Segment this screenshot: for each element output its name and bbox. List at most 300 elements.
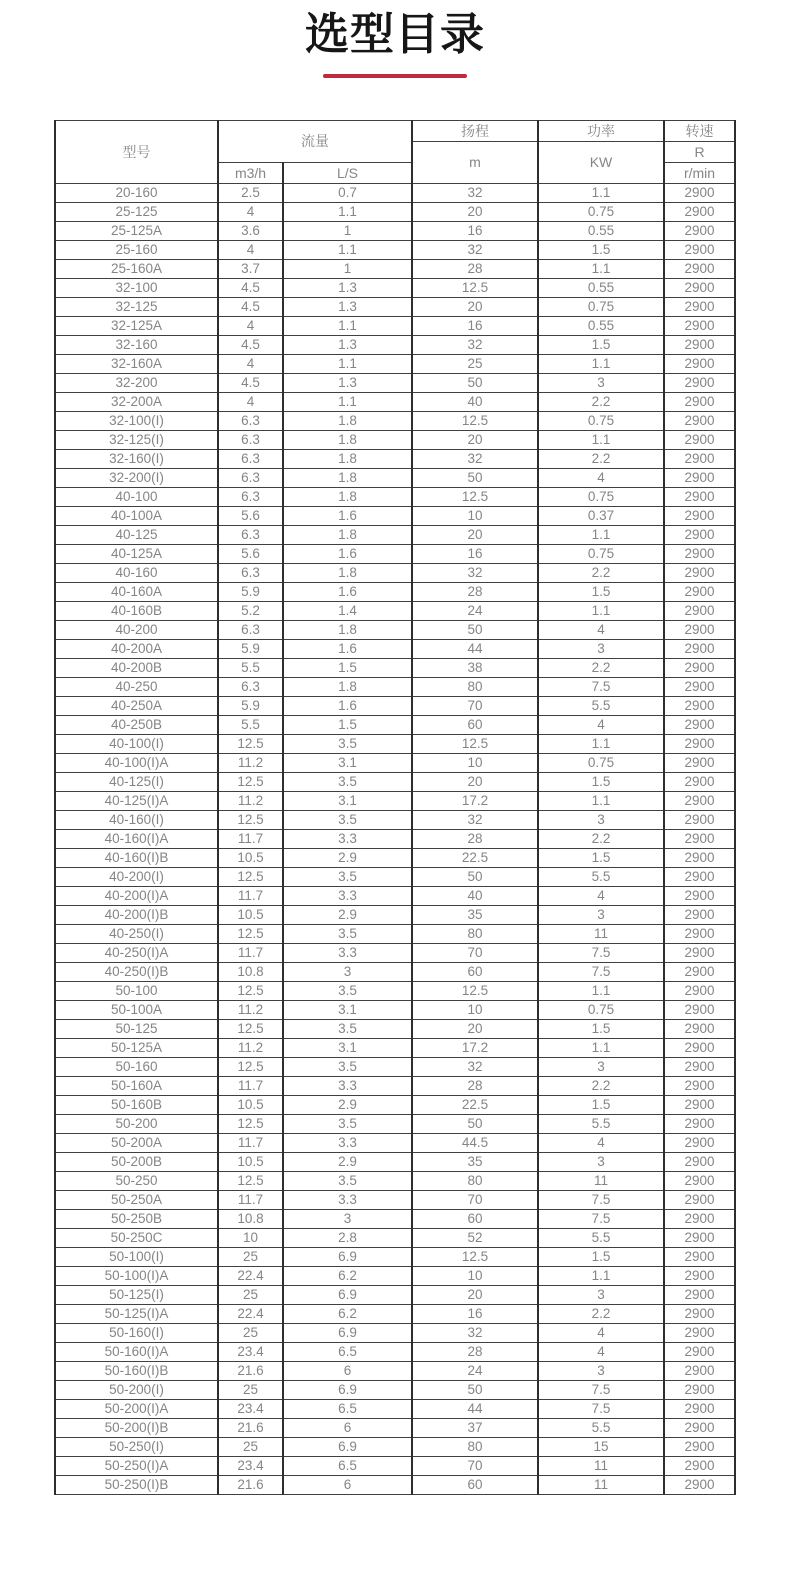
cell-speed-rpm: 2900	[664, 658, 735, 677]
cell-power-kw: 1.5	[538, 240, 664, 259]
cell-model: 25-160	[55, 240, 218, 259]
cell-head-m: 28	[412, 259, 538, 278]
table-row	[55, 734, 735, 753]
title-underline	[323, 74, 467, 78]
cell-model: 50-160	[55, 1057, 218, 1076]
cell-model: 40-160A	[55, 582, 218, 601]
cell-power-kw: 1.5	[538, 582, 664, 601]
cell-flow-ls: 3.1	[283, 753, 412, 772]
cell-head-m: 50	[412, 867, 538, 886]
catalog-page	[0, 10, 790, 1495]
cell-flow-m3h: 12.5	[218, 1057, 283, 1076]
cell-speed-rpm: 2900	[664, 240, 735, 259]
cell-flow-m3h: 4	[218, 202, 283, 221]
table-row	[55, 1228, 735, 1247]
cell-flow-ls: 1.8	[283, 525, 412, 544]
table-row	[55, 1247, 735, 1266]
cell-speed-rpm: 2900	[664, 639, 735, 658]
cell-head-m: 12.5	[412, 1247, 538, 1266]
table-row	[55, 335, 735, 354]
table-row	[55, 1171, 735, 1190]
cell-model: 50-200(I)A	[55, 1399, 218, 1418]
cell-power-kw: 11	[538, 1171, 664, 1190]
cell-flow-ls: 1.8	[283, 563, 412, 582]
cell-flow-ls: 3.3	[283, 1133, 412, 1152]
cell-flow-m3h: 23.4	[218, 1399, 283, 1418]
cell-head-m: 10	[412, 753, 538, 772]
cell-model: 40-250B	[55, 715, 218, 734]
cell-head-m: 12.5	[412, 278, 538, 297]
cell-power-kw: 1.5	[538, 1095, 664, 1114]
cell-head-m: 32	[412, 183, 538, 202]
cell-speed-rpm: 2900	[664, 468, 735, 487]
cell-flow-ls: 1.1	[283, 354, 412, 373]
cell-head-m: 20	[412, 202, 538, 221]
cell-model: 50-200(I)	[55, 1380, 218, 1399]
table-row	[55, 1190, 735, 1209]
cell-head-m: 60	[412, 1475, 538, 1494]
cell-speed-rpm: 2900	[664, 1000, 735, 1019]
table-row	[55, 753, 735, 772]
cell-flow-ls: 3.3	[283, 1190, 412, 1209]
cell-model: 50-160(I)A	[55, 1342, 218, 1361]
cell-head-m: 80	[412, 1437, 538, 1456]
cell-flow-ls: 1.8	[283, 430, 412, 449]
table-row	[55, 544, 735, 563]
cell-head-m: 44	[412, 639, 538, 658]
cell-power-kw: 0.75	[538, 411, 664, 430]
cell-power-kw: 3	[538, 1361, 664, 1380]
cell-speed-rpm: 2900	[664, 1304, 735, 1323]
cell-model: 40-200(I)B	[55, 905, 218, 924]
cell-flow-ls: 3.5	[283, 867, 412, 886]
cell-speed-rpm: 2900	[664, 1209, 735, 1228]
cell-power-kw: 5.5	[538, 1228, 664, 1247]
cell-head-m: 20	[412, 1019, 538, 1038]
cell-speed-rpm: 2900	[664, 829, 735, 848]
cell-power-kw: 11	[538, 1475, 664, 1494]
cell-flow-m3h: 10.8	[218, 962, 283, 981]
cell-speed-rpm: 2900	[664, 506, 735, 525]
cell-flow-ls: 6.9	[283, 1323, 412, 1342]
header-row-1	[55, 120, 735, 141]
cell-power-kw: 0.37	[538, 506, 664, 525]
cell-model: 50-125	[55, 1019, 218, 1038]
cell-speed-rpm: 2900	[664, 962, 735, 981]
cell-head-m: 44	[412, 1399, 538, 1418]
cell-head-m: 28	[412, 582, 538, 601]
table-row	[55, 639, 735, 658]
cell-head-m: 28	[412, 1342, 538, 1361]
cell-head-m: 32	[412, 1323, 538, 1342]
cell-flow-ls: 1.3	[283, 335, 412, 354]
cell-flow-m3h: 11.2	[218, 753, 283, 772]
header-flow: 流量	[218, 120, 412, 162]
cell-speed-rpm: 2900	[664, 221, 735, 240]
cell-speed-rpm: 2900	[664, 1342, 735, 1361]
cell-power-kw: 2.2	[538, 449, 664, 468]
cell-speed-rpm: 2900	[664, 1038, 735, 1057]
table-row	[55, 183, 735, 202]
cell-speed-rpm: 2900	[664, 316, 735, 335]
cell-speed-rpm: 2900	[664, 1399, 735, 1418]
cell-power-kw: 11	[538, 924, 664, 943]
cell-power-kw: 1.1	[538, 791, 664, 810]
cell-head-m: 32	[412, 563, 538, 582]
cell-head-m: 10	[412, 506, 538, 525]
table-row	[55, 1266, 735, 1285]
cell-flow-m3h: 21.6	[218, 1475, 283, 1494]
cell-speed-rpm: 2900	[664, 411, 735, 430]
table-row	[55, 962, 735, 981]
table-row	[55, 297, 735, 316]
cell-head-m: 16	[412, 1304, 538, 1323]
table-row	[55, 525, 735, 544]
cell-head-m: 60	[412, 962, 538, 981]
cell-model: 40-100(I)A	[55, 753, 218, 772]
cell-model: 32-160	[55, 335, 218, 354]
cell-power-kw: 0.75	[538, 544, 664, 563]
cell-speed-rpm: 2900	[664, 791, 735, 810]
cell-speed-rpm: 2900	[664, 278, 735, 297]
cell-model: 40-200A	[55, 639, 218, 658]
cell-model: 50-250A	[55, 1190, 218, 1209]
cell-speed-rpm: 2900	[664, 734, 735, 753]
cell-power-kw: 2.2	[538, 658, 664, 677]
cell-power-kw: 0.75	[538, 297, 664, 316]
cell-model: 50-200B	[55, 1152, 218, 1171]
table-row	[55, 487, 735, 506]
cell-speed-rpm: 2900	[664, 582, 735, 601]
cell-head-m: 12.5	[412, 981, 538, 1000]
cell-speed-rpm: 2900	[664, 1418, 735, 1437]
cell-speed-rpm: 2900	[664, 620, 735, 639]
cell-power-kw: 2.2	[538, 563, 664, 582]
cell-head-m: 32	[412, 335, 538, 354]
cell-speed-rpm: 2900	[664, 1323, 735, 1342]
cell-speed-rpm: 2900	[664, 449, 735, 468]
cell-flow-ls: 3.1	[283, 1038, 412, 1057]
cell-model: 50-200(I)B	[55, 1418, 218, 1437]
cell-flow-ls: 3	[283, 962, 412, 981]
cell-flow-ls: 6.2	[283, 1304, 412, 1323]
cell-flow-m3h: 11.7	[218, 1076, 283, 1095]
cell-flow-m3h: 25	[218, 1437, 283, 1456]
cell-power-kw: 1.1	[538, 430, 664, 449]
cell-head-m: 32	[412, 240, 538, 259]
cell-power-kw: 5.5	[538, 696, 664, 715]
cell-model: 40-160B	[55, 601, 218, 620]
cell-model: 40-125(I)A	[55, 791, 218, 810]
cell-flow-ls: 3.5	[283, 1114, 412, 1133]
cell-flow-m3h: 11.7	[218, 1133, 283, 1152]
cell-flow-m3h: 6.3	[218, 677, 283, 696]
cell-head-m: 10	[412, 1266, 538, 1285]
cell-speed-rpm: 2900	[664, 563, 735, 582]
cell-speed-rpm: 2900	[664, 1152, 735, 1171]
cell-head-m: 50	[412, 373, 538, 392]
cell-flow-ls: 1	[283, 259, 412, 278]
cell-power-kw: 0.55	[538, 278, 664, 297]
cell-model: 32-160(I)	[55, 449, 218, 468]
cell-speed-rpm: 2900	[664, 1247, 735, 1266]
cell-flow-m3h: 6.3	[218, 449, 283, 468]
cell-flow-m3h: 22.4	[218, 1304, 283, 1323]
cell-model: 32-125(I)	[55, 430, 218, 449]
table-row	[55, 563, 735, 582]
cell-power-kw: 1.1	[538, 259, 664, 278]
cell-speed-rpm: 2900	[664, 943, 735, 962]
cell-flow-m3h: 25	[218, 1285, 283, 1304]
cell-flow-ls: 6.9	[283, 1437, 412, 1456]
cell-power-kw: 2.2	[538, 392, 664, 411]
table-row	[55, 354, 735, 373]
table-row	[55, 1019, 735, 1038]
cell-model: 25-125	[55, 202, 218, 221]
cell-flow-ls: 3.5	[283, 810, 412, 829]
cell-speed-rpm: 2900	[664, 715, 735, 734]
cell-flow-m3h: 23.4	[218, 1342, 283, 1361]
cell-model: 25-160A	[55, 259, 218, 278]
cell-flow-ls: 2.9	[283, 1095, 412, 1114]
cell-head-m: 20	[412, 430, 538, 449]
table-row	[55, 1133, 735, 1152]
table-row	[55, 1057, 735, 1076]
cell-head-m: 60	[412, 1209, 538, 1228]
table-row	[55, 1399, 735, 1418]
cell-model: 32-160A	[55, 354, 218, 373]
cell-power-kw: 5.5	[538, 867, 664, 886]
cell-head-m: 25	[412, 354, 538, 373]
cell-model: 32-125	[55, 297, 218, 316]
cell-flow-m3h: 5.9	[218, 582, 283, 601]
cell-head-m: 80	[412, 1171, 538, 1190]
cell-power-kw: 1.1	[538, 734, 664, 753]
cell-power-kw: 7.5	[538, 677, 664, 696]
table-row	[55, 506, 735, 525]
cell-head-m: 24	[412, 1361, 538, 1380]
cell-model: 40-200	[55, 620, 218, 639]
cell-flow-m3h: 11.7	[218, 943, 283, 962]
table-row	[55, 1209, 735, 1228]
cell-power-kw: 1.1	[538, 1038, 664, 1057]
table-row	[55, 1380, 735, 1399]
cell-model: 40-250A	[55, 696, 218, 715]
cell-speed-rpm: 2900	[664, 1019, 735, 1038]
table-row	[55, 658, 735, 677]
cell-power-kw: 2.2	[538, 829, 664, 848]
cell-speed-rpm: 2900	[664, 1133, 735, 1152]
cell-flow-m3h: 12.5	[218, 734, 283, 753]
cell-power-kw: 3	[538, 810, 664, 829]
cell-flow-ls: 3.5	[283, 772, 412, 791]
cell-speed-rpm: 2900	[664, 1057, 735, 1076]
cell-speed-rpm: 2900	[664, 886, 735, 905]
cell-model: 50-125A	[55, 1038, 218, 1057]
cell-power-kw: 3	[538, 639, 664, 658]
cell-flow-m3h: 12.5	[218, 810, 283, 829]
cell-flow-m3h: 10.5	[218, 1152, 283, 1171]
cell-model: 32-125A	[55, 316, 218, 335]
cell-power-kw: 1.1	[538, 1266, 664, 1285]
cell-flow-m3h: 11.2	[218, 1000, 283, 1019]
cell-power-kw: 2.2	[538, 1304, 664, 1323]
cell-flow-m3h: 6.3	[218, 487, 283, 506]
cell-flow-m3h: 6.3	[218, 468, 283, 487]
cell-flow-m3h: 10.8	[218, 1209, 283, 1228]
cell-flow-ls: 6.9	[283, 1247, 412, 1266]
cell-power-kw: 7.5	[538, 1190, 664, 1209]
cell-speed-rpm: 2900	[664, 848, 735, 867]
cell-flow-ls: 3.3	[283, 943, 412, 962]
cell-flow-ls: 1.1	[283, 316, 412, 335]
cell-model: 50-100	[55, 981, 218, 1000]
cell-head-m: 50	[412, 468, 538, 487]
cell-power-kw: 1.5	[538, 772, 664, 791]
table-row	[55, 373, 735, 392]
cell-flow-ls: 1.8	[283, 620, 412, 639]
table-row	[55, 240, 735, 259]
cell-power-kw: 5.5	[538, 1114, 664, 1133]
cell-flow-ls: 6	[283, 1418, 412, 1437]
header-power-unit: KW	[538, 141, 664, 183]
cell-flow-ls: 1.5	[283, 715, 412, 734]
cell-power-kw: 1.5	[538, 848, 664, 867]
table-row	[55, 392, 735, 411]
cell-flow-ls: 3.3	[283, 886, 412, 905]
cell-flow-ls: 1.8	[283, 487, 412, 506]
cell-speed-rpm: 2900	[664, 1076, 735, 1095]
cell-model: 50-200A	[55, 1133, 218, 1152]
cell-head-m: 40	[412, 392, 538, 411]
cell-model: 40-160(I)A	[55, 829, 218, 848]
header-model: 型号	[55, 120, 218, 183]
cell-power-kw: 0.75	[538, 753, 664, 772]
cell-speed-rpm: 2900	[664, 924, 735, 943]
cell-flow-ls: 1.6	[283, 696, 412, 715]
cell-head-m: 38	[412, 658, 538, 677]
cell-model: 40-100	[55, 487, 218, 506]
cell-flow-m3h: 11.7	[218, 1190, 283, 1209]
cell-model: 40-250(I)B	[55, 962, 218, 981]
header-power: 功率	[538, 120, 664, 141]
cell-flow-ls: 0.7	[283, 183, 412, 202]
table-row	[55, 886, 735, 905]
cell-flow-ls: 1.1	[283, 202, 412, 221]
cell-flow-m3h: 4	[218, 354, 283, 373]
cell-speed-rpm: 2900	[664, 1095, 735, 1114]
cell-power-kw: 4	[538, 715, 664, 734]
cell-head-m: 35	[412, 905, 538, 924]
cell-head-m: 70	[412, 696, 538, 715]
cell-flow-m3h: 21.6	[218, 1418, 283, 1437]
cell-head-m: 80	[412, 924, 538, 943]
cell-power-kw: 7.5	[538, 943, 664, 962]
cell-speed-rpm: 2900	[664, 1456, 735, 1475]
header-speed-r: R	[664, 141, 735, 162]
cell-speed-rpm: 2900	[664, 810, 735, 829]
cell-model: 50-100(I)	[55, 1247, 218, 1266]
cell-speed-rpm: 2900	[664, 183, 735, 202]
cell-flow-ls: 1.3	[283, 278, 412, 297]
cell-flow-m3h: 25	[218, 1380, 283, 1399]
cell-flow-m3h: 12.5	[218, 772, 283, 791]
table-row	[55, 1114, 735, 1133]
cell-power-kw: 1.5	[538, 1019, 664, 1038]
cell-speed-rpm: 2900	[664, 1285, 735, 1304]
cell-flow-m3h: 12.5	[218, 1171, 283, 1190]
cell-power-kw: 4	[538, 620, 664, 639]
cell-head-m: 52	[412, 1228, 538, 1247]
cell-model: 50-250B	[55, 1209, 218, 1228]
table-row	[55, 1152, 735, 1171]
cell-model: 40-200(I)A	[55, 886, 218, 905]
cell-model: 50-125(I)A	[55, 1304, 218, 1323]
cell-model: 50-100(I)A	[55, 1266, 218, 1285]
table-row	[55, 1418, 735, 1437]
table-row	[55, 924, 735, 943]
cell-model: 32-200(I)	[55, 468, 218, 487]
cell-head-m: 12.5	[412, 411, 538, 430]
cell-model: 50-125(I)	[55, 1285, 218, 1304]
cell-flow-m3h: 4.5	[218, 373, 283, 392]
cell-flow-ls: 6.2	[283, 1266, 412, 1285]
cell-head-m: 28	[412, 829, 538, 848]
cell-model: 32-100	[55, 278, 218, 297]
cell-head-m: 12.5	[412, 487, 538, 506]
cell-speed-rpm: 2900	[664, 1266, 735, 1285]
cell-head-m: 20	[412, 525, 538, 544]
cell-flow-m3h: 12.5	[218, 924, 283, 943]
cell-model: 32-100(I)	[55, 411, 218, 430]
cell-flow-ls: 3.3	[283, 829, 412, 848]
table-row	[55, 620, 735, 639]
cell-flow-ls: 1.8	[283, 411, 412, 430]
table-row	[55, 1285, 735, 1304]
cell-speed-rpm: 2900	[664, 430, 735, 449]
cell-model: 40-200B	[55, 658, 218, 677]
cell-power-kw: 11	[538, 1456, 664, 1475]
cell-flow-m3h: 10	[218, 1228, 283, 1247]
cell-flow-m3h: 3.6	[218, 221, 283, 240]
cell-head-m: 44.5	[412, 1133, 538, 1152]
table-row	[55, 468, 735, 487]
table-row	[55, 848, 735, 867]
cell-flow-m3h: 6.3	[218, 620, 283, 639]
cell-power-kw: 0.75	[538, 202, 664, 221]
cell-head-m: 17.2	[412, 1038, 538, 1057]
table-row	[55, 1437, 735, 1456]
cell-speed-rpm: 2900	[664, 753, 735, 772]
cell-flow-ls: 1.8	[283, 677, 412, 696]
cell-flow-ls: 1.6	[283, 506, 412, 525]
cell-flow-m3h: 25	[218, 1247, 283, 1266]
cell-model: 50-100A	[55, 1000, 218, 1019]
cell-power-kw: 4	[538, 468, 664, 487]
cell-speed-rpm: 2900	[664, 525, 735, 544]
cell-speed-rpm: 2900	[664, 392, 735, 411]
cell-power-kw: 0.55	[538, 316, 664, 335]
cell-flow-m3h: 5.5	[218, 715, 283, 734]
cell-flow-m3h: 6.3	[218, 430, 283, 449]
cell-flow-ls: 2.9	[283, 1152, 412, 1171]
cell-power-kw: 1.1	[538, 981, 664, 1000]
cell-speed-rpm: 2900	[664, 297, 735, 316]
cell-flow-ls: 2.9	[283, 848, 412, 867]
cell-head-m: 50	[412, 1380, 538, 1399]
cell-head-m: 60	[412, 715, 538, 734]
cell-flow-ls: 3.5	[283, 1171, 412, 1190]
